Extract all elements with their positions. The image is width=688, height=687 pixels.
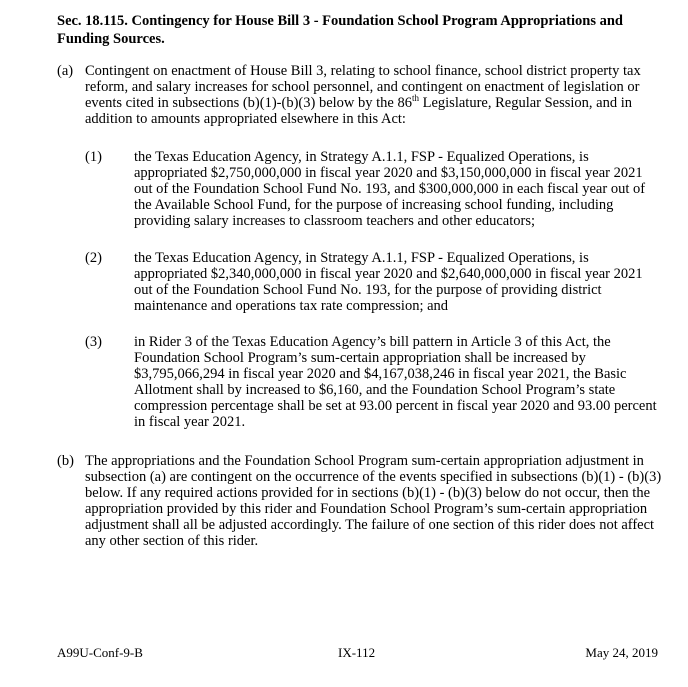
item-1-text: the Texas Education Agency, in Strategy A.1.1, FSP - Equalized Operations, is appropriated $2,750,000,000 in fiscal year 2020 and $3,150,000,000 in fiscal year 2021 out of the Foundation School Fund No. 193, and $300,000,000 in each fiscal year out of the Available School Fund, for the purpose of increasing school funding, including providing salary increases to classroom teachers and other educators; [134, 149, 646, 229]
ordinal-superscript: th [411, 93, 419, 104]
item-3-label: (3) [85, 334, 102, 350]
section-a-text-part1: Contingent on enactment of House Bill 3, relating to school finance, school district property tax reform, and salary increases for school personnel, and contingent on enactment of legislation or events cited in subsections (b)(1)-(b)(3) below by the 86 [85, 63, 641, 111]
section-a-text-part2: Legislature, Regular Session, and in addition to amounts appropriated elsewhere in this Act: [85, 95, 633, 127]
item-2-text: the Texas Education Agency, in Strategy A.1.1, FSP - Equalized Operations, is appropriated $2,340,000,000 in fiscal year 2020 and $2,640,000,000 in fiscal year 2021 out of the Foundation School Fund No. 193, for the purpose of providing district maintenance and operations tax rate compression; and [134, 250, 643, 314]
section-a-label: (a) [57, 63, 74, 79]
section-a-text [85, 63, 660, 127]
section-heading: Sec. 18.115. Contingency for House Bill 3 - Foundation School Program Appropriations and Funding Sources. [57, 13, 623, 47]
item-2-label: (2) [85, 250, 102, 266]
footer-document-id: A99U-Conf-9-B [57, 645, 143, 660]
item-1-label: (1) [85, 149, 102, 165]
footer-page-number: IX-112 [338, 645, 376, 660]
section-b-label: (b) [57, 453, 74, 469]
footer-date: May 24, 2019 [585, 645, 658, 660]
section-b-text: The appropriations and the Foundation School Program sum-certain appropriation adjustment in subsection (a) are contingent on the occurrence of the events specified in subsections (b)(1) - (b)(3) below. If any required actions provided for in sections (b)(1) - (b)(3) below do not occur, then the appropriation provided by this rider and Foundation School Program’s sum-certain appropriation adjustment shall all be adjusted accordingly. The failure of one section of this rider does not affect any other section of this rider. [85, 453, 662, 549]
item-3-text: in Rider 3 of the Texas Education Agency’s bill pattern in Article 3 of this Act, the Foundation School Program’s sum-certain appropriation shall be increased by $3,795,066,294 in fiscal year 2020 and $4,167,038,246 in fiscal year 2021, the Basic Allotment shall by increased to $6,160, and the Foundation School Program’s state compression percentage shall be set at 93.00 percent in fiscal year 2020 and 93.00 percent in fiscal year 2021. [134, 334, 657, 430]
